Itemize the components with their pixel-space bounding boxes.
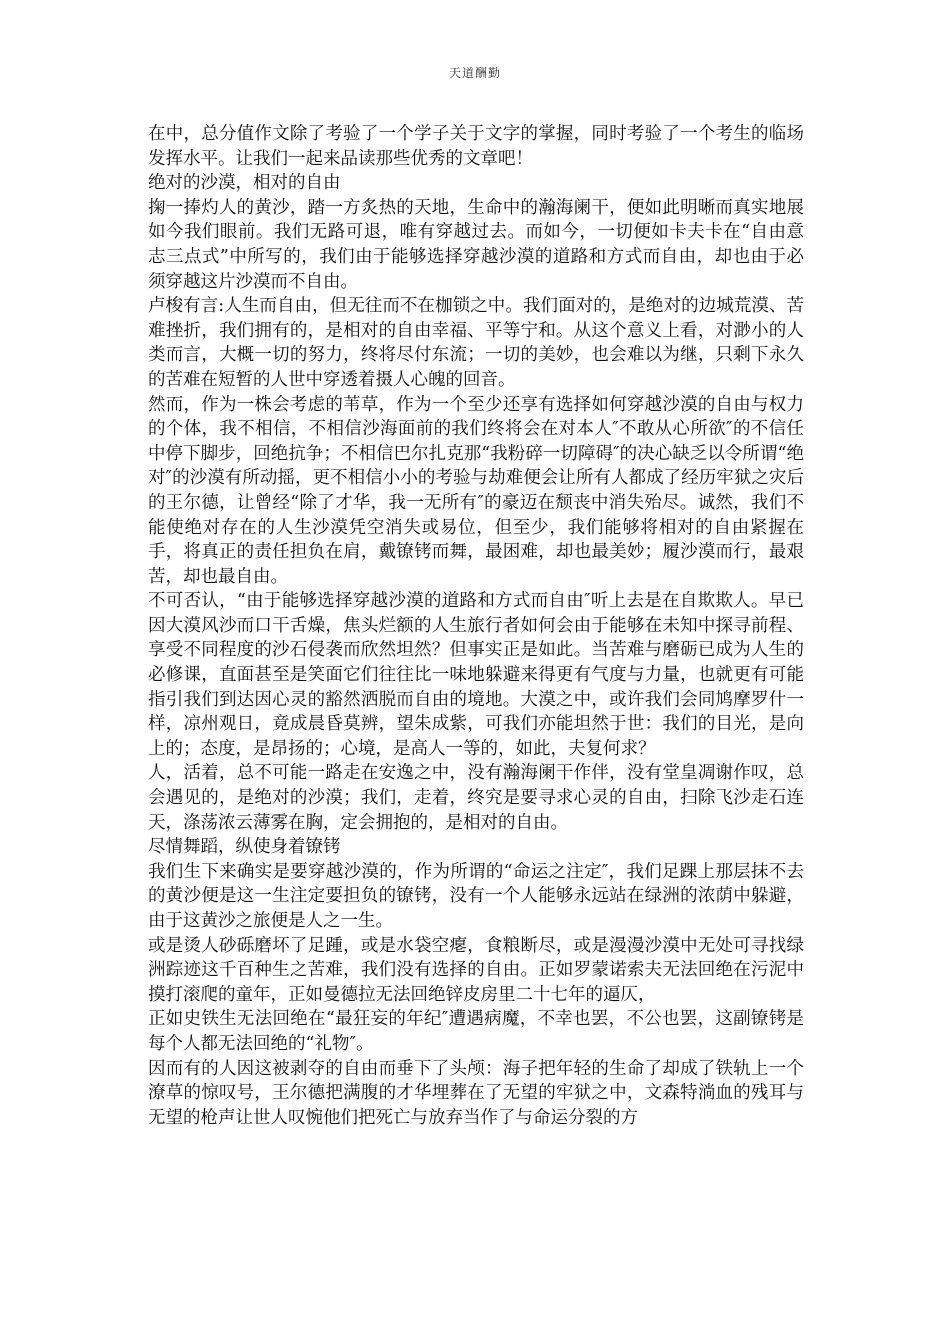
paragraph: 人，活着，总不可能一路走在安逸之中，没有瀚海阑干作伴，没有堂皇凋谢作叹，总会遇见的，是绝对的沙漠；我们，走着，终究是要寻求心灵的自由，扫除飞沙走石连天，涤荡浓云薄雾在胸，定会拥抱的，是相对的自由。 xyxy=(148,763,804,833)
essay-title-2: 尽情舞蹈，纵使身着镣铐 xyxy=(148,837,341,858)
page-header: 天道酬勤 xyxy=(448,66,501,80)
essay-title-1: 绝对的沙漠，相对的自由 xyxy=(148,173,341,194)
paragraph: 然而，作为一株会考虑的苇草，作为一个至少还享有选择如何穿越沙漠的自由与权力的个体，我不相信，不相信沙海面前的我们终将会在对本人″不敢从心所欲″的不信任中停下脚步，回绝抗争；不相信巴尔扎克那“我粉碎一切障碍″的决心缺乏以令所谓“绝对″的沙漠有所动摇，更不相信小小的考验与劫难便会让所有人都成了经历牢狱之灾后的王尔德，让曾经“除了才华，我一无所有″的豪迈在颓丧中消失殆尽。诚然，我们不能使绝对存在的人生沙漠凭空消失或易位，但至少，我们能够将相对的自由紧握在手，将真正的责任担负在肩，戴镣铐而舞，最困难，却也最美妙；履沙漠而行，最艰苦，却也最自由。 xyxy=(148,394,804,587)
paragraph: 不可否认，“由于能够选择穿越沙漠的道路和方式而自由″听上去是在自欺欺人。早已因大漠风沙而口干舌燥，焦头烂额的人生旅行者如何会由于能够在未知中探寻前程、享受不同程度的沙石侵袭而欣然坦然？但事实正是如此。当苦难与磨砺已成为人生的必修课，直面甚至是笑面它们往往比一味地躲避来得更有气度与力量，也就更有可能指引我们到达因心灵的豁然洒脱而自由的境地。大漠之中，或许我们会同鸠摩罗什一样，凉州观日，竟成晨昏莫辨，望朱成紫，可我们亦能坦然于世：我们的目光，是向上的；态度，是昂扬的；心境，是高人一等的，如此，夫复何求？ xyxy=(148,591,804,759)
paragraph: 因而有的人因这被剥夺的自由而垂下了头颅：海子把年轻的生命了却成了铁轨上一个潦草的惊叹号，王尔德把满腹的才华埋葬在了无望的牢狱之中，文森特淌血的残耳与无望的枪声让世人叹惋他们把死亡与放弃当作了与命运分裂的方 xyxy=(148,1058,804,1128)
document-body xyxy=(148,122,804,1130)
paragraph: 或是烫人砂砾磨坏了足踵，或是水袋空瘪，食粮断尽，或是漫漫沙漠中无处可寻找绿洲踪迹这千百种生之苦难，我们没有选择的自由。正如罗蒙诺索夫无法回绝在污泥中摸打滚爬的童年，正如曼德拉无法回绝锌皮房里二十七年的逼仄， xyxy=(148,935,804,1005)
paragraph: 卢梭有言:人生而自由，但无往而不在枷锁之中。我们面对的，是绝对的边城荒漠、苦难挫折，我们拥有的，是相对的自由幸福、平等宁和。从这个意义上看，对渺小的人类而言，大概一切的努力，终将尽付东流；一切的美妙，也会难以为继，只剩下永久的苦难在短暂的人世中穿透着摄人心魄的回音。 xyxy=(148,296,804,390)
paragraph: 我们生下来确实是要穿越沙漠的，作为所谓的“命运之注定″，我们足踝上那层抹不去的黄沙便是这一生注定要担负的镣铐，没有一个人能够永远站在绿洲的浓荫中躲避，由于这黄沙之旅便是人之一生。 xyxy=(148,861,804,931)
paragraph: 正如史铁生无法回绝在“最狂妄的年纪″遭遇病魔，不幸也罢，不公也罢，这副镣铐是每个人都无法回绝的“礼物″。 xyxy=(148,1009,804,1054)
paragraph: 掬一捧灼人的黄沙，踏一方炙热的天地，生命中的瀚海阑干，便如此明晰而真实地展如今我们眼前。我们无路可退，唯有穿越过去。而如今，一切便如卡夫卡在“自由意志三点式”中所写的，我们由于能够选择穿越沙漠的道路和方式而自由，却也由于必须穿越这片沙漠而不自由。 xyxy=(148,197,804,292)
intro-paragraph: 在中，总分值作文除了考验了一个学子关于文字的掌握，同时考验了一个考生的临场发挥水平。让我们一起来品读那些优秀的文章吧！ xyxy=(148,124,804,169)
